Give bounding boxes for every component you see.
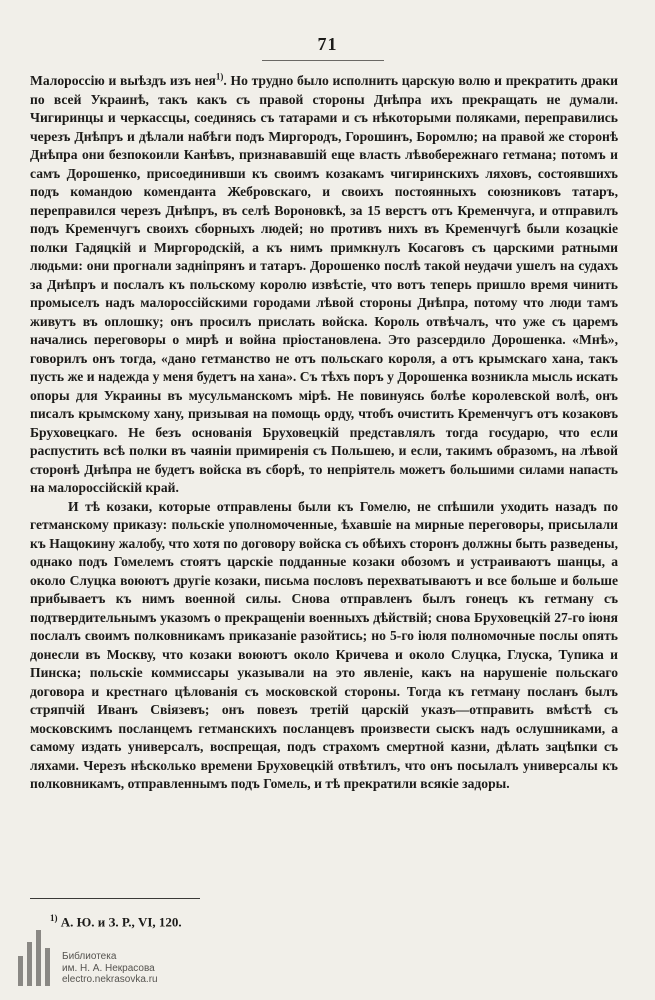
watermark-line-2: им. Н. А. Некрасова xyxy=(62,962,155,974)
logo-bar-1 xyxy=(18,956,23,986)
paragraph-2: И тѣ козаки, которые отправлены были къ Гомелю, не спѣшили уходить назадъ по гетманскому приказу: польскіе уполномоченные, ѣхавшіе на мирные переговоры, присылали къ Нащокину жалобу, что хотя по договору войска съ обѣихъ сторонъ должны быть разведены, однако подъ Гомелемъ стоятъ царскіе подданные козаки обозомъ и устраиваютъ шанцы, а около Слуцка воюютъ другіе козаки, письма пословъ перехватываютъ и все больше и больше прибываетъ къ нимъ военной силы. Снова отправленъ былъ гонецъ къ гетману съ подтвердительнымъ указомъ о прекращеніи военныхъ дѣйствій; снова Бруховецкій 27-го іюня послалъ своимъ полковникамъ приказаніе разойтись; но 5-го іюля полномочные послы опять донесли въ Москву, что козаки воюютъ около Кричева и около Слуцка, Глуска, Тупика и Пинска; польскіе коммиссары указывали на это явленіе, какъ на нарушеніе польскаго договора и крестнаго цѣлованія съ московской стороны. Тогда къ гетману посланъ былъ стряпчій Иванъ Свіязевъ; онъ повезъ третій царскій указъ—отправить вмѣстѣ съ московскимъ посланцемъ гетманскихъ посланцевъ произвести сыскъ надъ ослушниками, а самому издать универсалъ, воспрещая, подъ страхомъ смертной казни, дѣлать зацѣпки съ ляхами. Черезъ нѣсколько времени Бруховецкій отвѣтилъ, что онъ посылалъ универсалы къ полковникамъ, отправленнымъ подъ Гомель, и тѣ прекратили всякіе задоры. xyxy=(30,498,618,791)
paragraph-1-rest: . Но трудно было исполнить царскую волю и прекратить драки по всей Украинѣ, такъ какъ съ правой стороны Днѣпра ихъ прекращать не думали. Чигиринцы и черкассцы, соединясь съ татарами и съ нѣкоторыми поляками, переправились черезъ Днѣпръ и дѣлали набѣги подъ Миргородъ, Горошинъ, Боромлю; на правой же сторонѣ Днѣпра они безпокоили Канѣвъ, признававшій еще власть лѣвобережнаго гетмана; потомъ и самъ Дорошенко, присоединивши къ своимъ козакамъ чигиринскихъ ляховъ, состоявшихъ подъ командою коменданта Жебровскаго, и своихъ постоянныхъ союзниковъ татаръ, переправился черезъ Днѣпръ, въ селѣ Вороновкѣ, за 15 верстъ отъ Кременчуга, и отправилъ подъ Кременчугъ своихъ сборныхъ людей; но противъ нихъ въ Кременчугѣ были козацкіе полки Гадяцкій и Миргородскій, а къ нимъ примкнулъ Косаговъ съ царскими ратными людьми: они прогнали задніпрянъ и татаръ. Дорошенко послѣ такой неудачи ушелъ на судахъ за Днѣпръ и послалъ къ польскому королю извѣстіе, что вотъ теперь пришло время чинить промыселъ надъ малороссійскими городами лѣвой стороны Днѣпра, потому что люди тамъ живутъ въ оплошку; онъ просилъ прислать войска. Король отвѣчалъ, что уже съ царемъ начались переговоры о мирѣ и война пріостановлена. Это разсердило Дорошенка. «Мнѣ», говорилъ онъ тогда, «дано гетманство не отъ польскаго короля, а отъ крымскаго хана, такъ пусть же и надежда у меня будетъ на хана». Съ тѣхъ поръ у Дорошенка возникла мысль искать опоры для Украины въ мусульманскомъ мірѣ. Не повинуясь болѣе королевской волѣ, онъ писалъ крымскому хану, призывая на помощь орду, чтобъ очистить Кременчугъ отъ козаковъ Бруховецкаго. Не безъ основанія Бруховецкій представлялъ тогда государю, что если распустить всѣ полки въ чаяніи примиренія съ Польшею, и если, такимъ образомъ, на лѣвой сторонѣ Днѣпра не будетъ войска въ сборѣ, то непріятель можетъ большими силами напасть на малороссійскій край. xyxy=(30,73,618,495)
library-watermark xyxy=(62,951,158,986)
watermark-line-1: Библиотека xyxy=(62,951,117,962)
footnote xyxy=(50,913,182,930)
logo-bar-3 xyxy=(36,930,41,986)
logo-bar-4 xyxy=(45,948,50,986)
footnote-marker: 1) xyxy=(50,913,58,923)
page-number: 71 xyxy=(317,34,338,54)
footnote-reference[interactable]: 1) xyxy=(215,71,224,82)
paragraph-1-start: Малороссію и выѣздъ изъ нея xyxy=(30,73,216,88)
body-text xyxy=(30,72,618,794)
watermark-url[interactable]: electro.nekrasovka.ru xyxy=(62,974,158,985)
logo-bar-2 xyxy=(27,942,32,986)
footnote-text: А. Ю. и З. Р., VI, 120. xyxy=(60,914,182,930)
footnote-rule xyxy=(30,898,200,899)
library-logo-icon xyxy=(18,930,56,986)
header-rule xyxy=(262,60,384,61)
paragraph-1 xyxy=(30,72,618,498)
